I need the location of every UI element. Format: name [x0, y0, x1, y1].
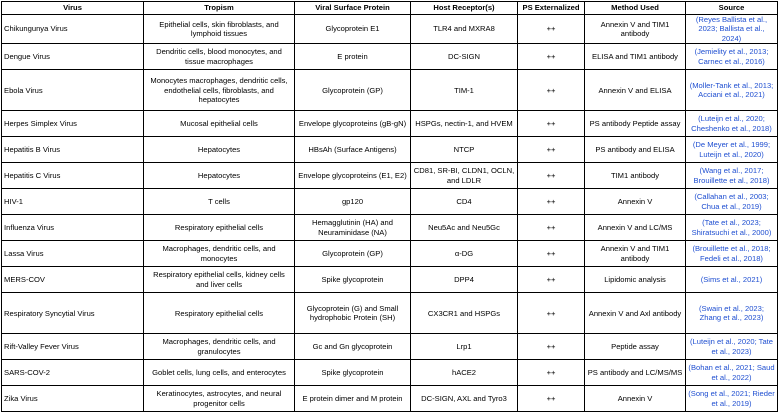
source-cell [686, 15, 778, 44]
host-receptor-cell: CD81, SR-BI, CLDN1, OCLN, and LDLR [411, 163, 518, 189]
virus-name: Ebola Virus [2, 70, 144, 111]
table-row [2, 137, 778, 163]
ps-externalized-cell: ++ [518, 215, 585, 241]
surface-protein-cell: Hemagglutinin (HA) and Neuraminidase (NA) [295, 215, 411, 241]
surface-protein-cell: Glycoprotein (GP) [295, 70, 411, 111]
virus-name: Herpes Simplex Virus [2, 111, 144, 137]
source-cell [686, 386, 778, 412]
source-link[interactable]: (Wang et al., 2017; Brouillette et al., 2018) [693, 166, 770, 185]
tropism-cell: Epithelial cells, skin fibroblasts, and lymphoid tissues [144, 15, 295, 44]
virus-name: Lassa Virus [2, 241, 144, 267]
source-cell [686, 189, 778, 215]
method-cell: Annexin V and LC/MS [585, 215, 686, 241]
source-cell [686, 267, 778, 293]
table-body [2, 15, 778, 412]
tropism-cell: Macrophages, dendritic cells, and monocytes [144, 241, 295, 267]
surface-protein-cell: E protein [295, 44, 411, 70]
virus-name: Hepatitis B Virus [2, 137, 144, 163]
ps-externalized-cell: ++ [518, 386, 585, 412]
table-row [2, 163, 778, 189]
virus-name: Influenza Virus [2, 215, 144, 241]
method-cell: Annexin V [585, 189, 686, 215]
ps-externalized-cell: ++ [518, 163, 585, 189]
tropism-cell: T cells [144, 189, 295, 215]
ps-externalized-cell: ++ [518, 111, 585, 137]
source-cell [686, 44, 778, 70]
surface-protein-cell: Glycoprotein (GP) [295, 241, 411, 267]
table-row [2, 293, 778, 334]
table-row [2, 189, 778, 215]
table-row [2, 386, 778, 412]
table-row [2, 241, 778, 267]
method-cell: TIM1 antibody [585, 163, 686, 189]
source-cell [686, 293, 778, 334]
method-cell: ELISA and TIM1 antibody [585, 44, 686, 70]
tropism-cell: Hepatocytes [144, 137, 295, 163]
ps-externalized-cell: ++ [518, 293, 585, 334]
surface-protein-cell: E protein dimer and M protein [295, 386, 411, 412]
host-receptor-cell: CD4 [411, 189, 518, 215]
tropism-cell: Dendritic cells, blood monocytes, and tissue macrophages [144, 44, 295, 70]
source-cell [686, 137, 778, 163]
host-receptor-cell: HSPGs, nectin-1, and HVEM [411, 111, 518, 137]
table-row [2, 44, 778, 70]
ps-externalized-cell: ++ [518, 334, 585, 360]
method-cell: Annexin V [585, 386, 686, 412]
host-receptor-cell: CX3CR1 and HSPGs [411, 293, 518, 334]
method-cell: Annexin V and ELISA [585, 70, 686, 111]
virus-name: HIV-1 [2, 189, 144, 215]
source-cell [686, 111, 778, 137]
table-row [2, 334, 778, 360]
host-receptor-cell: α-DG [411, 241, 518, 267]
source-link[interactable]: (Swain et al., 2023; Zhang et al., 2023) [698, 303, 764, 323]
tropism-cell: Macrophages, dendritic cells, and granulocytes [144, 334, 295, 360]
virus-name: Dengue Virus [2, 44, 144, 70]
virus-ps-table [1, 1, 778, 412]
source-link[interactable]: (Luteijn et al., 2020; Cheshenko et al., 2018) [691, 114, 772, 133]
tropism-cell: Mucosal epithelial cells [144, 111, 295, 137]
surface-protein-cell: Glycoprotein (G) and Small hydrophobic Protein (SH) [295, 293, 411, 334]
surface-protein-cell: Spike glycoprotein [295, 360, 411, 386]
header-viral-surface-protein: Viral Surface Protein [295, 2, 411, 15]
virus-name: Chikungunya Virus [2, 15, 144, 44]
host-receptor-cell: Neu5Ac and Neu5Gc [411, 215, 518, 241]
ps-externalized-cell: ++ [518, 15, 585, 44]
tropism-cell: Respiratory epithelial cells, kidney cells and liver cells [144, 267, 295, 293]
tropism-cell: Keratinocytes, astrocytes, and neural progenitor cells [144, 386, 295, 412]
surface-protein-cell: gp120 [295, 189, 411, 215]
method-cell: Annexin V and TIM1 antibody [585, 15, 686, 44]
source-cell [686, 360, 778, 386]
ps-externalized-cell: ++ [518, 267, 585, 293]
virus-name: Zika Virus [2, 386, 144, 412]
virus-name: MERS-COV [2, 267, 144, 293]
source-link[interactable]: (Bohan et al., 2021; Saud et al., 2022) [688, 363, 775, 382]
host-receptor-cell: TIM-1 [411, 70, 518, 111]
source-link[interactable]: (Moller-Tank et al., 2013; Acciani et al., 2021) [689, 80, 774, 100]
method-cell: Peptide assay [585, 334, 686, 360]
surface-protein-cell: Spike glycoprotein [295, 267, 411, 293]
source-link[interactable]: (Luteijn et al., 2020; Tate et al., 2023) [689, 337, 774, 356]
host-receptor-cell: NTCP [411, 137, 518, 163]
method-cell: PS antibody Peptide assay [585, 111, 686, 137]
header-source: Source [686, 2, 778, 15]
source-link[interactable]: (Reyes Ballista et al., 2023; Ballista et al., 2024) [695, 15, 768, 43]
ps-externalized-cell: ++ [518, 70, 585, 111]
source-cell [686, 334, 778, 360]
header-tropism: Tropism [144, 2, 295, 15]
surface-protein-cell: Envelope glycoproteins (gB-gN) [295, 111, 411, 137]
host-receptor-cell: TLR4 and MXRA8 [411, 15, 518, 44]
source-cell [686, 215, 778, 241]
method-cell: PS antibody and LC/MS/MS [585, 360, 686, 386]
virus-name: SARS-COV-2 [2, 360, 144, 386]
header-method-used: Method Used [585, 2, 686, 15]
host-receptor-cell: hACE2 [411, 360, 518, 386]
table-row [2, 267, 778, 293]
table-row [2, 15, 778, 44]
header-row [2, 2, 778, 15]
source-link[interactable]: (Jemielity et al., 2013; Carnec et al., 2016) [694, 47, 769, 66]
header-ps-externalized: PS Externalized [518, 2, 585, 15]
table-row [2, 360, 778, 386]
host-receptor-cell: DC-SIGN, AXL and Tyro3 [411, 386, 518, 412]
source-link[interactable]: (Brouillette et al., 2018; Fedeli et al., 2018) [692, 244, 771, 263]
tropism-cell: Respiratory epithelial cells [144, 293, 295, 334]
source-cell [686, 241, 778, 267]
host-receptor-cell: Lrp1 [411, 334, 518, 360]
method-cell: Lipidomic analysis [585, 267, 686, 293]
tropism-cell: Respiratory epithelial cells [144, 215, 295, 241]
surface-protein-cell: HBsAh (Surface Antigens) [295, 137, 411, 163]
ps-externalized-cell: ++ [518, 137, 585, 163]
source-cell [686, 163, 778, 189]
ps-externalized-cell: ++ [518, 241, 585, 267]
header-virus: Virus [2, 2, 144, 15]
table-row [2, 215, 778, 241]
method-cell: PS antibody and ELISA [585, 137, 686, 163]
method-cell: Annexin V and TIM1 antibody [585, 241, 686, 267]
header-host-receptors: Host Receptor(s) [411, 2, 518, 15]
tropism-cell: Hepatocytes [144, 163, 295, 189]
source-link[interactable]: (De Meyer et al., 1999; Luteijn et al., 2020) [692, 140, 771, 159]
source-link[interactable]: (Tate et al., 2023; Shiratsuchi et al., 2000) [691, 218, 772, 237]
host-receptor-cell: DPP4 [411, 267, 518, 293]
virus-name: Hepatitis C Virus [2, 163, 144, 189]
ps-externalized-cell: ++ [518, 189, 585, 215]
ps-externalized-cell: ++ [518, 360, 585, 386]
surface-protein-cell: Glycoprotein E1 [295, 15, 411, 44]
table-row [2, 70, 778, 111]
table-header [2, 2, 778, 15]
tropism-cell: Goblet cells, lung cells, and enterocytes [144, 360, 295, 386]
source-link[interactable]: (Callahan et al., 2003; Chua et al., 2019) [694, 192, 769, 211]
table-row [2, 111, 778, 137]
surface-protein-cell: Gc and Gn glycoprotein [295, 334, 411, 360]
source-cell [686, 70, 778, 111]
tropism-cell: Monocytes macrophages, dendritic cells, endothelial cells, fibroblasts, and hepatocytes [144, 70, 295, 111]
source-link[interactable]: (Song et al., 2021; Rieder et al., 2019) [688, 389, 775, 408]
source-link[interactable]: (Sims et al., 2021) [700, 275, 763, 285]
method-cell: Annexin V and Axl antibody [585, 293, 686, 334]
ps-externalized-cell: ++ [518, 44, 585, 70]
virus-name: Respiratory Syncytial Virus [2, 293, 144, 334]
virus-name: Rift-Valley Fever Virus [2, 334, 144, 360]
host-receptor-cell: DC-SIGN [411, 44, 518, 70]
surface-protein-cell: Envelope glycoproteins (E1, E2) [295, 163, 411, 189]
